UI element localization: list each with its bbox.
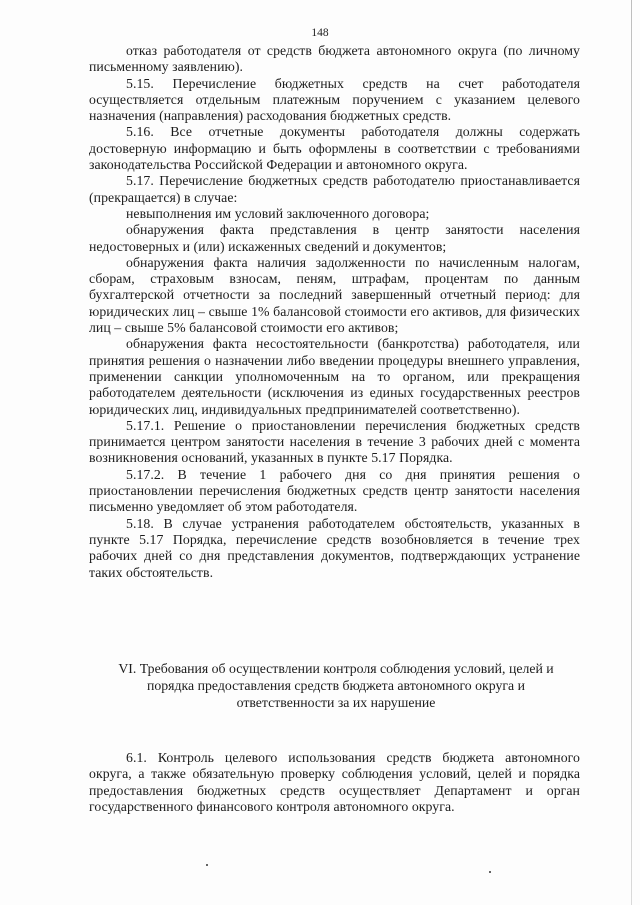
list-item-bankruptcy: обнаружения факта несостоятельности (банкротства) работодателя, или принятия решения о назначении либо введении процедуры внешнего управления, применении санкции уполномоченным на то органом, или прекращения работодателем деятельности (исключения из единых государственных реестров юридических лиц, индивидуальных предпринимателей соответственно).	[89, 336, 580, 417]
paragraph-5-17-2: 5.17.2. В течение 1 рабочего дня со дня принятия решения о приостановлении перечисления бюджетных средств центр занятости населения письменно уведомляет об этом работодателя.	[89, 466, 580, 515]
section-heading-line: порядка предоставления средств бюджета автономного округа и	[146, 678, 525, 693]
body-text	[89, 43, 580, 581]
paragraph-5-18: 5.18. В случае устранения работодателем обстоятельств, указанных в пункте 5.17 Порядка, перечисление средств возобновляется в течение трех рабочих дней со дня представления документов, подтверждающих устранение таких обстоятельств.	[89, 515, 580, 580]
section-heading	[96, 660, 576, 711]
list-item-contract-breach: невыполнения им условий заключенного договора;	[126, 205, 430, 221]
list-item-false-information: обнаружения факта представления в центр занятости населения недостоверных и (или) искаженных сведений и документов;	[89, 222, 580, 254]
paragraph-5-15: 5.15. Перечисление бюджетных средств на счет работодателя осуществляется отдельным платежным поручением с указанием целевого назначения (направления) расходования бюджетных средств.	[89, 75, 580, 124]
paragraph-5-16: 5.16. Все отчетные документы работодателя должны содержать достоверную информацию и быть оформлены в соответствии с требованиями законодательства Российской Федерации и автономного округа.	[89, 124, 580, 173]
section-body-text	[89, 750, 580, 815]
paragraph-refusal-clause: отказ работодателя от средств бюджета автономного округа (по личному письменному заявлению).	[89, 43, 580, 75]
section-heading-line: ответственности за их нарушение	[236, 695, 436, 710]
list-item-tax-debt: обнаружения факта наличия задолженности по начисленным налогам, сборам, страховым взносам, пеням, штрафам, процентам по данным бухгалтерской отчетности за последний завершенный отчетный период: для юридических лиц – свыше 1% балансовой стоимости его активов, для физических лиц – свыше 5% балансовой стоимости его активов;	[89, 254, 580, 336]
scan-edge	[631, 0, 632, 905]
section-heading-line: VI. Требования об осуществлении контроля соблюдения условий, целей и	[118, 661, 554, 676]
paragraph-6-1: 6.1. Контроль целевого использования средств бюджета автономного округа, а также обязательную проверку соблюдения условий, целей и порядка предоставления бюджетных средств осуществляет Департамент и орган государственного финансового контроля автономного округа.	[89, 750, 580, 814]
paragraph-5-17: 5.17. Перечисление бюджетных средств работодателю приостанавливается (прекращается) в случае:	[89, 173, 580, 205]
page-number: 148	[311, 27, 329, 39]
scan-speck	[206, 864, 208, 866]
paragraph-5-17-1: 5.17.1. Решение о приостановлении перечисления бюджетных средств принимается центром занятости населения в течение 3 рабочих дней с момента возникновения оснований, указанных в пункте 5.17 Порядка.	[89, 417, 580, 466]
scan-speck	[489, 871, 491, 873]
